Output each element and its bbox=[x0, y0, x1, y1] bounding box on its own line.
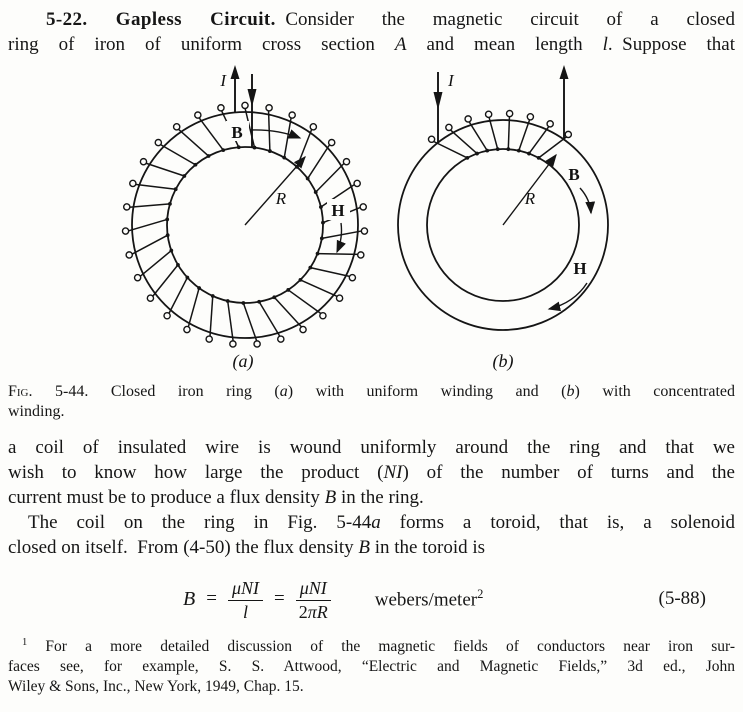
toroid-b bbox=[398, 65, 608, 372]
winding-wire bbox=[140, 251, 171, 277]
winding-loop-end bbox=[428, 136, 434, 142]
fraction-mu-ni-over-2pir: $\frac{\text{μNI}}{2\pi R}$ bbox=[296, 578, 331, 623]
winding-wire bbox=[489, 117, 498, 149]
fig-b-current-label: I bbox=[448, 71, 454, 90]
footnote bbox=[8, 637, 735, 697]
winding-wire-dot bbox=[506, 147, 510, 151]
fig-a-current-label: I bbox=[220, 71, 226, 90]
winding-wire bbox=[228, 301, 233, 341]
text-line: faces see, for example, S. S. Attwood, “Electric and Magnetic Fields,” 3d ed., John bbox=[8, 658, 735, 675]
winding-wire bbox=[160, 144, 195, 164]
winding-loop-end bbox=[527, 114, 533, 120]
winding-loop-end bbox=[320, 313, 326, 319]
winding-wire bbox=[297, 129, 312, 167]
text-line: wish to know how large the product (NI) of the number of turns and the bbox=[8, 462, 735, 483]
winding-wire bbox=[318, 254, 359, 255]
fig-a-flux-arrow bbox=[250, 130, 300, 138]
winding-loop-end bbox=[507, 110, 513, 116]
winding-wire-dot bbox=[286, 288, 290, 292]
winding-loop-end bbox=[230, 341, 236, 347]
winding-wire-dot bbox=[165, 218, 169, 222]
winding-wire-dot bbox=[221, 148, 225, 152]
fig-a-field-label: H bbox=[331, 201, 345, 220]
winding-wire-dot bbox=[314, 190, 318, 194]
text-line: current must be to produce a flux density B in the ring. bbox=[8, 487, 424, 508]
fraction-mu-ni-over-l: $\frac{\text{μNI}}{l}$ bbox=[228, 578, 263, 623]
winding-wire-dot bbox=[257, 300, 261, 304]
winding-wire-dot bbox=[185, 276, 189, 280]
body-paragraph-1 bbox=[8, 435, 735, 510]
winding-loop-end bbox=[361, 228, 367, 234]
winding-loop-end bbox=[289, 112, 295, 118]
winding-wire-dot bbox=[241, 301, 245, 305]
fig-b-flux-arrow bbox=[580, 188, 591, 213]
winding-wire-dot bbox=[207, 154, 211, 158]
winding-loop-end bbox=[446, 124, 452, 130]
winding-loop-end bbox=[164, 313, 170, 319]
winding-loop-end bbox=[135, 275, 141, 281]
winding-loop-end bbox=[278, 336, 284, 342]
text-line: $^1$ For a more detailed discussion of the magnetic fields of conductors near iron sur- bbox=[22, 636, 735, 655]
winding-wire-dot bbox=[166, 233, 170, 237]
winding-wire bbox=[188, 288, 199, 327]
winding-loop-end bbox=[358, 252, 364, 258]
winding-wire-dot bbox=[320, 237, 324, 241]
winding-wire-dot bbox=[485, 149, 489, 153]
winding-loop-end bbox=[465, 116, 471, 122]
winding-wire-dot bbox=[316, 252, 320, 256]
winding-wire-dot bbox=[321, 221, 325, 225]
winding-wire bbox=[152, 265, 177, 297]
fig-b-radius-label: R bbox=[524, 189, 536, 208]
winding-wire bbox=[308, 144, 330, 178]
textbook-page bbox=[0, 7, 743, 712]
winding-loop-end bbox=[195, 112, 201, 118]
winding-wire bbox=[259, 302, 280, 337]
winding-loop-end bbox=[184, 326, 190, 332]
winding-wire bbox=[284, 117, 291, 157]
winding-wire-dot bbox=[194, 163, 198, 167]
winding-wire bbox=[300, 280, 337, 297]
winding-loop-end bbox=[354, 180, 360, 186]
winding-loop-end bbox=[174, 124, 180, 130]
figure-5-44 bbox=[0, 62, 743, 375]
winding-loop-end bbox=[343, 159, 349, 165]
fig-b-current-up-arrow bbox=[560, 65, 569, 79]
text-line: Fig. 5-44. Closed iron ring (a) with uniform winding and (b) with concentrated bbox=[8, 383, 736, 400]
winding-loop-end bbox=[254, 341, 260, 347]
fig-a-current-down-arrow bbox=[248, 89, 257, 107]
text-line: The coil on the ring in Fig. 5-44a forms a toroid, that is, a solenoid bbox=[28, 512, 735, 533]
text-line: winding. bbox=[8, 403, 65, 420]
toroid-b-winding bbox=[398, 110, 608, 330]
winding-wire bbox=[539, 137, 567, 158]
fig-a-radius-label: R bbox=[275, 189, 287, 208]
winding-wire bbox=[169, 278, 188, 314]
body-paragraph-2 bbox=[8, 510, 735, 560]
text-line: a coil of insulated wire is wound uniformly around the ring and that we bbox=[8, 437, 735, 458]
text-line: ring of iron of uniform cross section A and mean length l. Suppose that bbox=[8, 34, 736, 55]
winding-wire-dot bbox=[465, 156, 469, 160]
winding-wire-dot bbox=[282, 156, 286, 160]
winding-loop-end bbox=[147, 295, 153, 301]
winding-loop-end bbox=[547, 121, 553, 127]
winding-wire-dot bbox=[174, 187, 178, 191]
winding-loop-end bbox=[300, 326, 306, 332]
winding-wire-dot bbox=[226, 299, 230, 303]
fig-b-current-down-arrow bbox=[434, 92, 443, 110]
winding-loop-end bbox=[486, 111, 492, 117]
fig-a-current-up-arrow bbox=[231, 65, 240, 79]
winding-loop-end bbox=[130, 180, 136, 186]
winding-wire-dot bbox=[197, 286, 201, 290]
winding-wire bbox=[316, 163, 345, 192]
winding-wire-dot bbox=[475, 152, 479, 156]
winding-wire-dot bbox=[168, 202, 172, 206]
fig-a-tag: (a) bbox=[232, 351, 254, 371]
figure-caption bbox=[8, 382, 735, 422]
winding-wire-dot bbox=[319, 205, 323, 209]
winding-wire bbox=[450, 130, 477, 154]
winding-wire-dot bbox=[299, 278, 303, 282]
winding-wire-dot bbox=[211, 294, 215, 298]
fig-b-tag: (b) bbox=[492, 351, 514, 371]
winding-wire-dot bbox=[253, 146, 257, 150]
equation-number: (5-88) bbox=[658, 588, 706, 609]
winding-wire bbox=[529, 126, 549, 153]
winding-loop-end bbox=[140, 159, 146, 165]
winding-wire-dot bbox=[517, 149, 521, 153]
winding-loop-end bbox=[206, 336, 212, 342]
equals-sign: = bbox=[206, 588, 217, 609]
winding-wire bbox=[210, 296, 213, 337]
winding-wire bbox=[469, 121, 487, 150]
fig-a-field-arrow bbox=[337, 223, 342, 252]
winding-wire-dot bbox=[308, 266, 312, 270]
winding-wire-dot bbox=[537, 156, 541, 160]
winding-wire bbox=[310, 268, 350, 277]
winding-wire bbox=[132, 235, 168, 254]
winding-wire bbox=[199, 117, 223, 150]
winding-wire bbox=[146, 163, 185, 176]
winding-wire bbox=[128, 219, 167, 230]
equation-5-88 bbox=[0, 572, 743, 626]
winding-loop-end bbox=[565, 131, 571, 137]
winding-wire bbox=[508, 116, 509, 149]
text-line: closed on itself. From (4-50) the flux density B in the toroid is bbox=[8, 537, 486, 558]
fig-b-field-label: H bbox=[573, 259, 587, 278]
winding-loop-end bbox=[126, 252, 132, 258]
winding-wire bbox=[433, 141, 467, 158]
winding-loop-end bbox=[266, 105, 272, 111]
winding-wire-dot bbox=[176, 263, 180, 267]
winding-wire-dot bbox=[306, 177, 310, 181]
winding-loop-end bbox=[329, 139, 335, 145]
winding-wire-dot bbox=[272, 295, 276, 299]
winding-loop-end bbox=[360, 204, 366, 210]
winding-loop-end bbox=[242, 102, 248, 108]
winding-loop-end bbox=[124, 204, 130, 210]
section-heading-paragraph bbox=[8, 7, 735, 57]
winding-wire-dot bbox=[496, 147, 500, 151]
winding-loop-end bbox=[310, 124, 316, 130]
winding-wire bbox=[519, 119, 530, 150]
toroid-a bbox=[122, 65, 367, 372]
winding-loop-end bbox=[122, 228, 128, 234]
winding-wire bbox=[288, 290, 321, 314]
equation-lhs: B bbox=[183, 587, 196, 610]
winding-wire-dot bbox=[527, 152, 531, 156]
winding-loop-end bbox=[349, 275, 355, 281]
winding-wire-dot bbox=[237, 145, 241, 149]
winding-wire-dot bbox=[169, 249, 173, 253]
winding-wire bbox=[178, 129, 208, 156]
winding-loop-end bbox=[155, 139, 161, 145]
winding-wire bbox=[135, 184, 175, 189]
equation-units: webers/meter$^2$ bbox=[374, 586, 484, 611]
text-line: 5-22. Gapless Circuit. Consider the magnetic circuit of a closed bbox=[46, 9, 735, 30]
fig-a-flux-label: B bbox=[231, 123, 243, 142]
equals-sign: = bbox=[273, 588, 285, 609]
winding-wire-dot bbox=[268, 149, 272, 153]
winding-loop-end bbox=[218, 105, 224, 111]
winding-wire bbox=[129, 204, 170, 207]
text-line: Wiley & Sons, Inc., New York, 1949, Chap. 15. bbox=[8, 678, 304, 695]
winding-wire bbox=[243, 303, 256, 341]
winding-wire bbox=[274, 297, 302, 327]
winding-wire-dot bbox=[182, 174, 186, 178]
fig-b-flux-label: B bbox=[568, 165, 580, 184]
winding-loop-end bbox=[336, 295, 342, 301]
